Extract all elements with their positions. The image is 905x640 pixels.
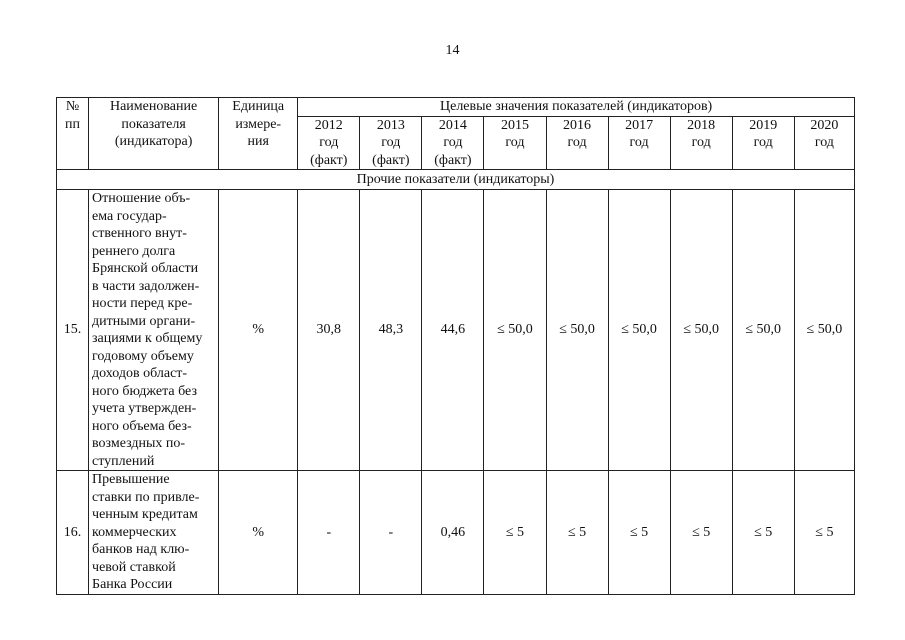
value-cell: 48,3	[360, 190, 422, 471]
value-cell: ≤ 50,0	[794, 190, 854, 471]
unit-cell: %	[219, 471, 298, 595]
unit-cell: %	[219, 190, 298, 471]
section-title: Прочие показатели (индикаторы)	[57, 170, 855, 190]
value-cell: 30,8	[298, 190, 360, 471]
value-cell: ≤ 50,0	[670, 190, 732, 471]
header-year: 2020 год	[794, 116, 854, 170]
header-year: 2017 год	[608, 116, 670, 170]
header-year: 2013 год (факт)	[360, 116, 422, 170]
indicator-name: Превышение ставки по привле- ченным кредитам коммерческих банков над клю- чевой ставкой Банка России	[89, 471, 219, 595]
value-cell: ≤ 5	[794, 471, 854, 595]
row-number: 15.	[57, 190, 89, 471]
value-cell: ≤ 5	[670, 471, 732, 595]
value-cell: ≤ 5	[484, 471, 546, 595]
value-cell: -	[298, 471, 360, 595]
value-cell: ≤ 5	[608, 471, 670, 595]
header-year: 2012 год (факт)	[298, 116, 360, 170]
value-cell: ≤ 5	[546, 471, 608, 595]
value-cell: 0,46	[422, 471, 484, 595]
header-name: Наименование показателя (индикатора)	[89, 98, 219, 170]
value-cell: ≤ 50,0	[608, 190, 670, 471]
value-cell: 44,6	[422, 190, 484, 471]
section-row	[57, 170, 855, 190]
indicators-table	[56, 97, 855, 595]
row-number: 16.	[57, 471, 89, 595]
table-row	[57, 190, 855, 471]
page-number: 14	[445, 43, 460, 58]
header-year: 2019 год	[732, 116, 794, 170]
header-targets: Целевые значения показателей (индикаторов)	[298, 98, 855, 117]
value-cell: ≤ 5	[732, 471, 794, 595]
header-year: 2018 год	[670, 116, 732, 170]
value-cell: ≤ 50,0	[732, 190, 794, 471]
indicator-name: Отношение объ- ема государ- ственного внут- реннего долга Брянской области в части задолжен- ности перед кре- дитными органи- зациями к общему годовому объему доходов област- ного бюджета без учета утвержден- ного объема без- возмездных по- ступлений	[89, 190, 219, 471]
value-cell: ≤ 50,0	[546, 190, 608, 471]
header-year: 2014 год (факт)	[422, 116, 484, 170]
value-cell: -	[360, 471, 422, 595]
header-year: 2015 год	[484, 116, 546, 170]
header-year: 2016 год	[546, 116, 608, 170]
value-cell: ≤ 50,0	[484, 190, 546, 471]
header-num: № пп	[57, 98, 89, 170]
header-unit: Единица измере- ния	[219, 98, 298, 170]
header-row	[57, 98, 855, 117]
table-row	[57, 471, 855, 595]
